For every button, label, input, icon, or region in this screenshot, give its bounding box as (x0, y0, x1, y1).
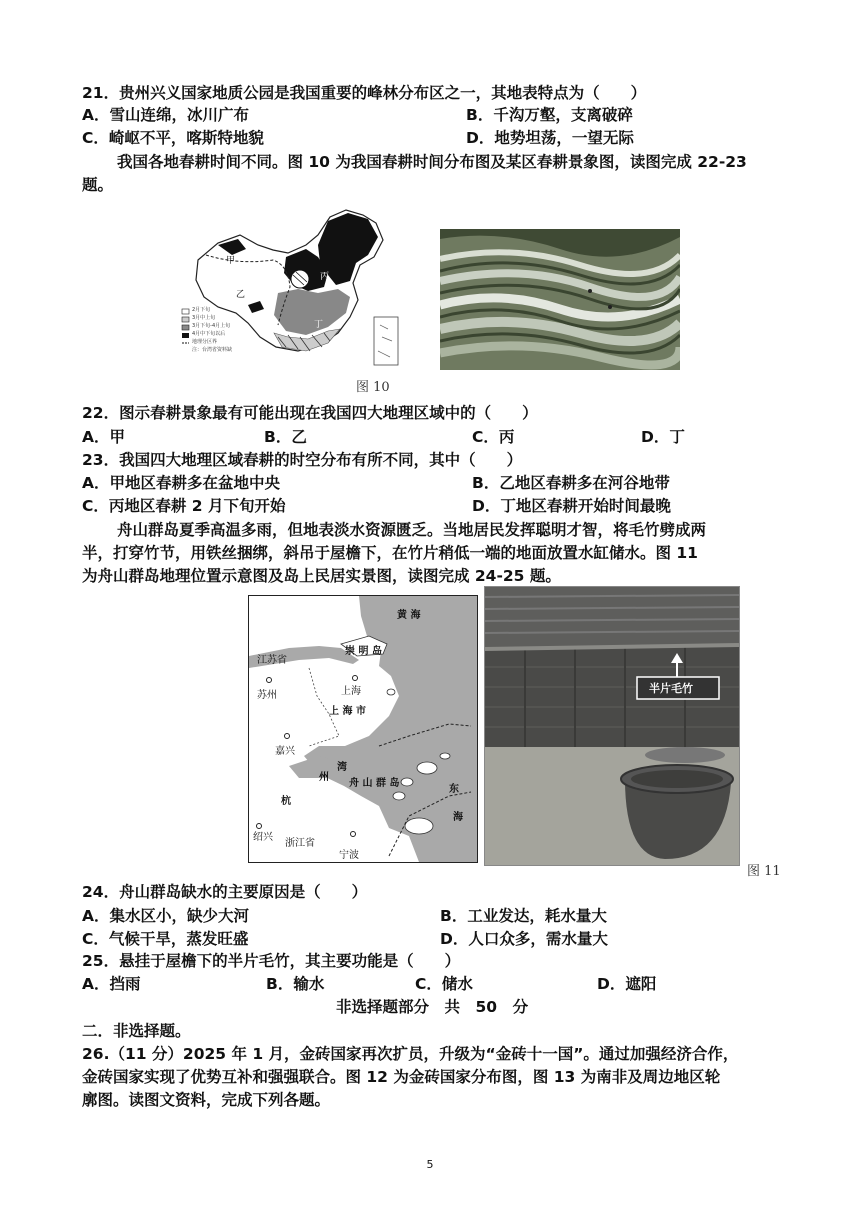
fig11-photo-label: 半片毛竹 (649, 682, 693, 695)
fig10-label-jia: 甲 (226, 256, 236, 266)
q22-option-b: B．乙 (264, 428, 307, 446)
fig11-label-dong: 东 (449, 784, 459, 795)
q25-option-b: B．输水 (266, 975, 325, 993)
q22-stem: 22．图示春耕景象最有可能出现在我国四大地理区域中的（ ） (82, 404, 538, 422)
part2-section-title: 二．非选择题。 (82, 1022, 191, 1040)
q25-option-d: D．遮阳 (597, 975, 657, 993)
fig10-legend-item: 4月中下旬以后 (192, 331, 226, 337)
q21-option-b: B．千沟万壑，支离破碎 (466, 106, 633, 124)
intro-22-23-line1: 我国各地春耕时间不同。图 10 为我国春耕时间分布图及某区春耕景象图，读图完成 22-23 (117, 153, 747, 171)
fig10-label-bing: 丙 (320, 272, 330, 282)
q23-stem: 23．我国四大地理区域春耕的时空分布有所不同，其中（ ） (82, 451, 523, 469)
fig11-label-suzhou: 苏州 (257, 690, 277, 701)
fig11-label-zhoushan: 舟 山 群 岛 (349, 778, 400, 789)
fig10-map (178, 205, 402, 370)
q21-stem: 21．贵州兴义国家地质公园是我国重要的峰林分布区之一，其地表特点为（ ） (82, 84, 647, 102)
q25-stem: 25．悬挂于屋檐下的半片毛竹，其主要功能是（ ） (82, 952, 461, 970)
fig11-label-huanghai: 黄 海 (397, 610, 421, 621)
intro-24-25-line2: 半，打穿竹节，用铁丝捆绑，斜吊于屋檐下，在竹片稍低一端的地面放置水缸储水。图 11 (82, 544, 698, 562)
fig11-label-jiaxing: 嘉兴 (275, 746, 295, 757)
fig11-label-zhou: 州 (319, 772, 329, 783)
intro-24-25-line1: 舟山群岛夏季高温多雨，但地表淡水资源匮乏。当地居民发挥聪明才智，将毛竹劈成两 (117, 521, 707, 539)
q26-line2: 金砖国家实现了优势互补和强强联合。图 12 为金砖国家分布图，图 13 为南非及周边地区轮 (82, 1068, 721, 1086)
q22-option-c: C．丙 (472, 428, 515, 446)
q22-option-a: A．甲 (82, 428, 125, 446)
fig11-house-photo (484, 586, 740, 866)
q25-option-c: C．储水 (415, 975, 473, 993)
intro-22-23-line2: 题。 (82, 176, 114, 194)
fig10-label-ding: 丁 (314, 320, 324, 330)
q26-line1: 26.（11 分）2025 年 1 月，金砖国家再次扩员，升级为“金砖十一国”。通过加强经济合作， (82, 1045, 739, 1063)
fig11-map (248, 595, 478, 863)
fig11-label-zhejiang: 浙江省 (285, 838, 315, 849)
q24-stem: 24．舟山群岛缺水的主要原因是（ ） (82, 883, 368, 901)
fig11-label-shanghai-city: 上 海 市 (329, 706, 366, 717)
fig11-label-hangzhou: 杭 (281, 796, 291, 807)
q21-option-a: A．雪山连绵，冰川广布 (82, 106, 249, 124)
fig10-legend-item: 注：台湾省资料缺 (192, 347, 233, 353)
fig11-label-chongming: 崇 明 岛 (345, 646, 382, 657)
fig11-label-shaoxing: 绍兴 (253, 832, 273, 843)
fig11-label-hai: 海 (453, 812, 463, 823)
fig10-legend-item: 3月中上旬 (192, 315, 216, 321)
fig10-caption: 图 10 (356, 380, 390, 395)
fig11-label-ningbo: 宁波 (339, 850, 359, 861)
q21-option-d: D．地势坦荡，一望无际 (466, 129, 634, 147)
q24-option-b: B．工业发达，耗水量大 (440, 907, 607, 925)
fig11-label-wan: 湾 (337, 762, 347, 773)
q24-option-a: A．集水区小，缺少大河 (82, 907, 249, 925)
q26-line3: 廓图。读图文资料，完成下列各题。 (82, 1091, 331, 1109)
q22-option-d: D．丁 (641, 428, 685, 446)
q23-option-d: D．丁地区春耕开始时间最晚 (472, 497, 671, 515)
fig10-legend-item: 地理分区界 (192, 339, 218, 345)
fig11-caption: 图 11 (747, 864, 781, 879)
q23-option-c: C．丙地区春耕 2 月下旬开始 (82, 497, 286, 515)
fig11-label-shanghai: 上海 (341, 686, 361, 697)
fig11-label-jiangsu: 江苏省 (257, 655, 287, 666)
fig10-legend-item: 3月下旬-4月上旬 (192, 323, 231, 329)
q23-option-b: B．乙地区春耕多在河谷地带 (472, 474, 670, 492)
q25-option-a: A．挡雨 (82, 975, 141, 993)
fig10-legend (192, 306, 232, 354)
q23-option-a: A．甲地区春耕多在盆地中央 (82, 474, 280, 492)
fig10-terrace-photo (440, 229, 680, 370)
fig10-legend-item: 2月下旬 (192, 307, 211, 313)
q24-option-d: D．人口众多，需水量大 (440, 930, 608, 948)
page-number: 5 (426, 1158, 434, 1171)
q24-option-c: C．气候干旱，蒸发旺盛 (82, 930, 249, 948)
q21-option-c: C．崎岖不平，喀斯特地貌 (82, 129, 264, 147)
part2-heading: 非选择题部分 共 50 分 (336, 998, 529, 1016)
fig10-label-yi: 乙 (236, 290, 246, 300)
intro-24-25-line3: 为舟山群岛地理位置示意图及岛上民居实景图，读图完成 24-25 题。 (82, 567, 561, 585)
